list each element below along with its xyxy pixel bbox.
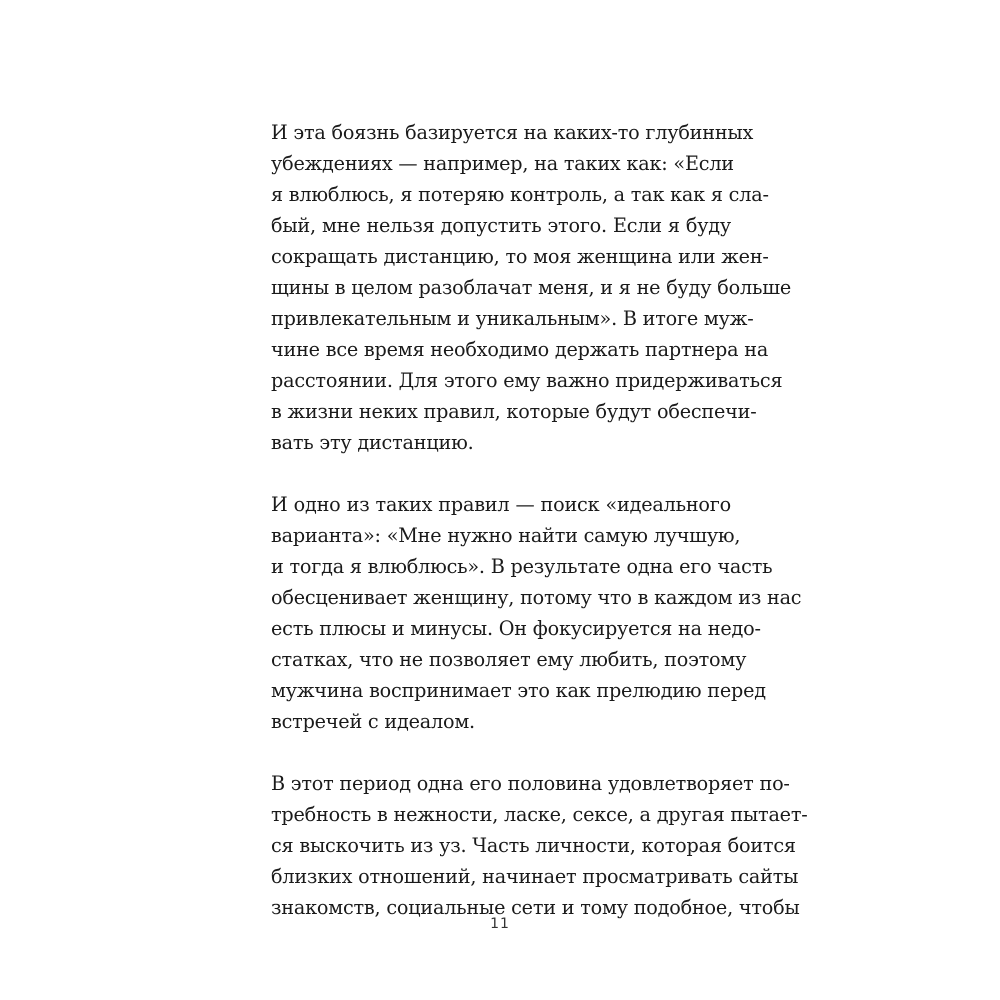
text-line: ся выскочить из уз. Часть личности, которая боится bbox=[271, 834, 796, 857]
text-line: щины в целом разоблачат меня, и я не буду больше bbox=[271, 276, 791, 299]
text-line: чине все время необходимо держать партнера на bbox=[271, 338, 769, 361]
text-line: И эта боязнь базируется на каких-то глубинных bbox=[271, 121, 754, 144]
paragraph-2 bbox=[271, 489, 802, 737]
page-number: 11 bbox=[490, 916, 510, 932]
text-line: обесценивает женщину, потому что в каждом из нас bbox=[271, 586, 802, 609]
text-line: сокращать дистанцию, то моя женщина или жен- bbox=[271, 245, 769, 268]
text-line: бый, мне нельзя допустить этого. Если я буду bbox=[271, 214, 731, 237]
text-line: В этот период одна его половина удовлетворяет по- bbox=[271, 772, 790, 795]
text-line: и тогда я влюблюсь». В результате одна его часть bbox=[271, 555, 773, 578]
text-line: в жизни неких правил, которые будут обеспечи- bbox=[271, 400, 757, 423]
text-line: требность в нежности, ласке, сексе, а другая пытает- bbox=[271, 803, 808, 826]
text-line: встречей с идеалом. bbox=[271, 710, 475, 733]
text-line: убеждениях — например, на таких как: «Если bbox=[271, 152, 734, 175]
paragraph-gap bbox=[271, 458, 731, 489]
text-line: статках, что не позволяет ему любить, поэтому bbox=[271, 648, 747, 671]
text-line: мужчина воспринимает это как прелюдию перед bbox=[271, 679, 766, 702]
text-line: расстоянии. Для этого ему важно придерживаться bbox=[271, 369, 783, 392]
text-line: И одно из таких правил — поиск «идеального bbox=[271, 493, 731, 516]
body-text bbox=[271, 117, 808, 923]
paragraph-3 bbox=[271, 768, 808, 923]
paragraph-1 bbox=[271, 117, 791, 458]
text-line: я влюблюсь, я потеряю контроль, а так как я сла- bbox=[271, 183, 769, 206]
text-line: знакомств, социальные сети и тому подобное, чтобы bbox=[271, 896, 800, 919]
text-line: близких отношений, начинает просматривать сайты bbox=[271, 865, 799, 888]
text-line: привлекательным и уникальным». В итоге муж- bbox=[271, 307, 754, 330]
text-line: варианта»: «Мне нужно найти самую лучшую, bbox=[271, 524, 741, 547]
text-line: вать эту дистанцию. bbox=[271, 431, 474, 454]
text-line: есть плюсы и минусы. Он фокусируется на недо- bbox=[271, 617, 761, 640]
paragraph-gap bbox=[271, 737, 731, 768]
